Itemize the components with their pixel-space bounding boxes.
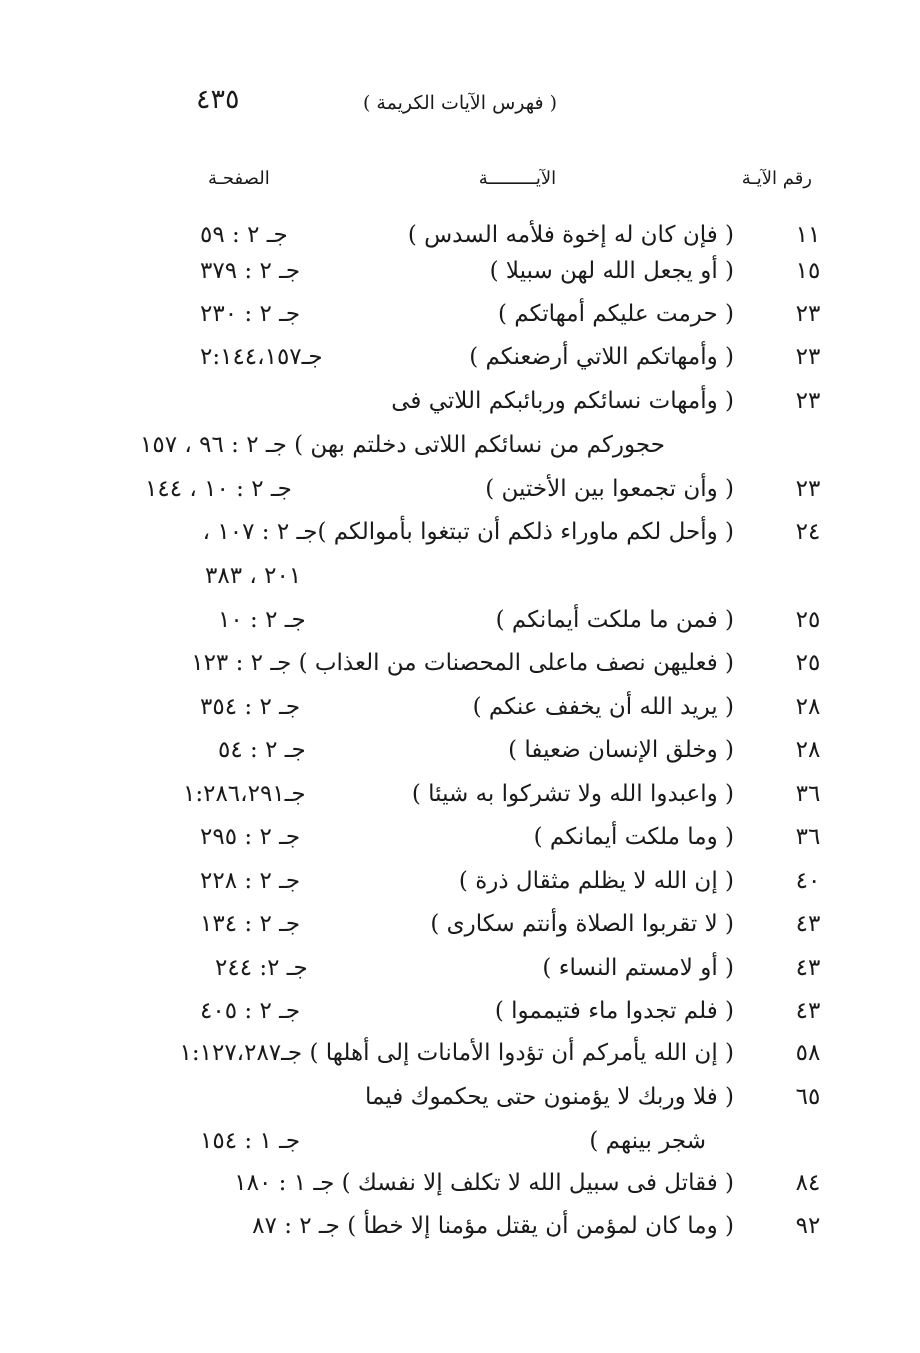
ayah-text: ( وأحل لكم ماوراء ذلكم أن تبتغوا بأموالكم )جـ ٢ : ١٠٧ ، [202,519,734,545]
page-reference: جـ١:٢٨٦،٢٩١ [183,781,306,807]
index-row [0,388,920,432]
page-reference: جـ ١ : ١٥٤ [200,1128,301,1154]
ayah-text: ( فعليهن نصف ماعلى المحصنات من العذاب ) جـ ٢ : ١٢٣ [191,650,734,676]
ayah-text: ( فلم تجدوا ماء فتيمموا ) [494,998,734,1024]
ayah-number: ٢٣ [795,476,821,502]
ayah-text: ( واعبدوا الله ولا تشركوا به شيئا ) [411,781,734,807]
page-reference: جـ ٢ : ٣٧٩ [200,258,301,284]
ayah-number: ٤٠ [795,868,821,894]
index-row-continuation [0,1128,920,1172]
ayah-text: ( إن الله لا يظلم مثقال ذرة ) [458,868,734,894]
ayah-number: ٤٣ [795,998,821,1024]
ayah-number: ٢٨ [795,694,821,720]
index-row [0,911,920,955]
ayah-number: ٣٦ [795,824,821,850]
ayah-text-continuation: شجر بينهم ) [589,1128,706,1154]
ayah-number: ٢٤ [795,519,821,545]
ayah-number: ٢٣ [795,301,821,327]
ayah-number: ٤٣ [795,955,821,981]
index-row [0,1084,920,1128]
page-reference: جـ ٢ : ٢٢٨ [200,868,301,894]
index-row [0,607,920,651]
page-reference: جـ ٢ : ٣٥٤ [200,694,301,720]
index-row [0,344,920,388]
index-row [0,1040,920,1084]
ayah-number: ٢٥ [795,650,821,676]
ayah-number: ٦٥ [795,1084,821,1110]
ayah-number: ٤٣ [795,911,821,937]
ayah-number: ١١ [795,222,821,248]
index-row [0,1213,920,1257]
column-heading-ayah: الآيـــــــــة [478,168,557,189]
ayah-text: ( وأن تجمعوا بين الأختين ) [485,476,734,502]
index-row [0,868,920,912]
page-reference: جـ ٢ : ٢٩٥ [200,824,301,850]
ayah-number: ٢٣ [795,344,821,370]
index-row [0,476,920,520]
index-row [0,781,920,825]
ayah-number: ٢٨ [795,737,821,763]
ayah-text: ( إن الله يأمركم أن تؤدوا الأمانات إلى أهلها ) جـ١:١٢٧،٢٨٧ [179,1040,734,1066]
ayah-text: ( فإن كان له إخوة فلأمه السدس ) [407,222,734,248]
ayah-text: ( وخلق الإنسان ضعيفا ) [508,737,734,763]
column-heading-page: الصفحـة [208,168,270,189]
ayah-text: ( لا تقربوا الصلاة وأنتم سكارى ) [430,911,734,937]
page-reference: جـ ٢ : ١٠ [218,607,306,633]
page-reference-continuation: ٢٠١ ، ٣٨٣ [205,563,302,589]
page-reference: جـ ٢ : ١٠ ، ١٤٤ [145,476,292,502]
page-reference: جـ ٢: ٢٤٤ [215,955,308,981]
ayah-number: ٢٣ [795,388,821,414]
ayah-text-continuation: حجوركم من نسائكم اللاتى دخلتم بهن ) جـ ٢ : ٩٦ ، ١٥٧ [140,432,665,458]
ayah-number: ٢٥ [795,607,821,633]
index-row-continuation [0,563,920,607]
ayah-text: ( أو يجعل الله لهن سبيلا ) [489,258,734,284]
ayah-text: ( وأمهاتكم اللاتي أرضعنكم ) [469,344,734,370]
page-reference: جـ٢:١٤٤،١٥٧ [200,344,323,370]
page-reference: جـ ٢ : ٢٣٠ [200,301,301,327]
ayah-text: ( وما كان لمؤمن أن يقتل مؤمنا إلا خطأ ) جـ ٢ : ٨٧ [252,1213,734,1239]
ayah-index-list [0,222,920,1242]
page-reference: جـ ٢ : ١٣٤ [200,911,301,937]
ayah-number: ١٥ [795,258,821,284]
ayah-text: ( فلا وربك لا يؤمنون حتى يحكموك فيما [365,1084,734,1110]
ayah-text: ( فمن ما ملكت أيمانكم ) [495,607,734,633]
ayah-text: ( يريد الله أن يخفف عنكم ) [472,694,734,720]
ayah-text: ( أو لامستم النساء ) [542,955,734,981]
ayah-number: ٩٢ [795,1213,821,1239]
index-row [0,519,920,563]
page-number: ٤٣٥ [196,84,240,115]
index-row [0,694,920,738]
index-row [0,737,920,781]
ayah-text: ( حرمت عليكم أمهاتكم ) [497,301,734,327]
page-reference: جـ ٢ : ٥٤ [218,737,306,763]
index-row [0,650,920,694]
index-row-continuation [0,432,920,476]
running-title: ( فهرس الآيات الكريمة ) [362,92,558,114]
column-heading-ayah-number: رقم الآيـة [741,168,812,189]
ayah-text: ( وما ملكت أيمانكم ) [533,824,734,850]
page-reference: جـ ٢ : ٥٩ [200,222,288,248]
ayah-number: ٣٦ [795,781,821,807]
index-row [0,258,920,302]
ayah-text: ( وأمهات نسائكم وربائبكم اللاتي فى [391,388,734,414]
ayah-number: ٥٨ [795,1040,821,1066]
page-reference: جـ ٢ : ٤٠٥ [200,998,301,1024]
ayah-number: ٨٤ [795,1170,821,1196]
ayah-text: ( فقاتل فى سبيل الله لا تكلف إلا نفسك ) جـ ١ : ١٨٠ [234,1170,734,1196]
index-row [0,1170,920,1214]
index-row [0,301,920,345]
index-row [0,824,920,868]
index-row [0,998,920,1042]
index-row [0,955,920,999]
